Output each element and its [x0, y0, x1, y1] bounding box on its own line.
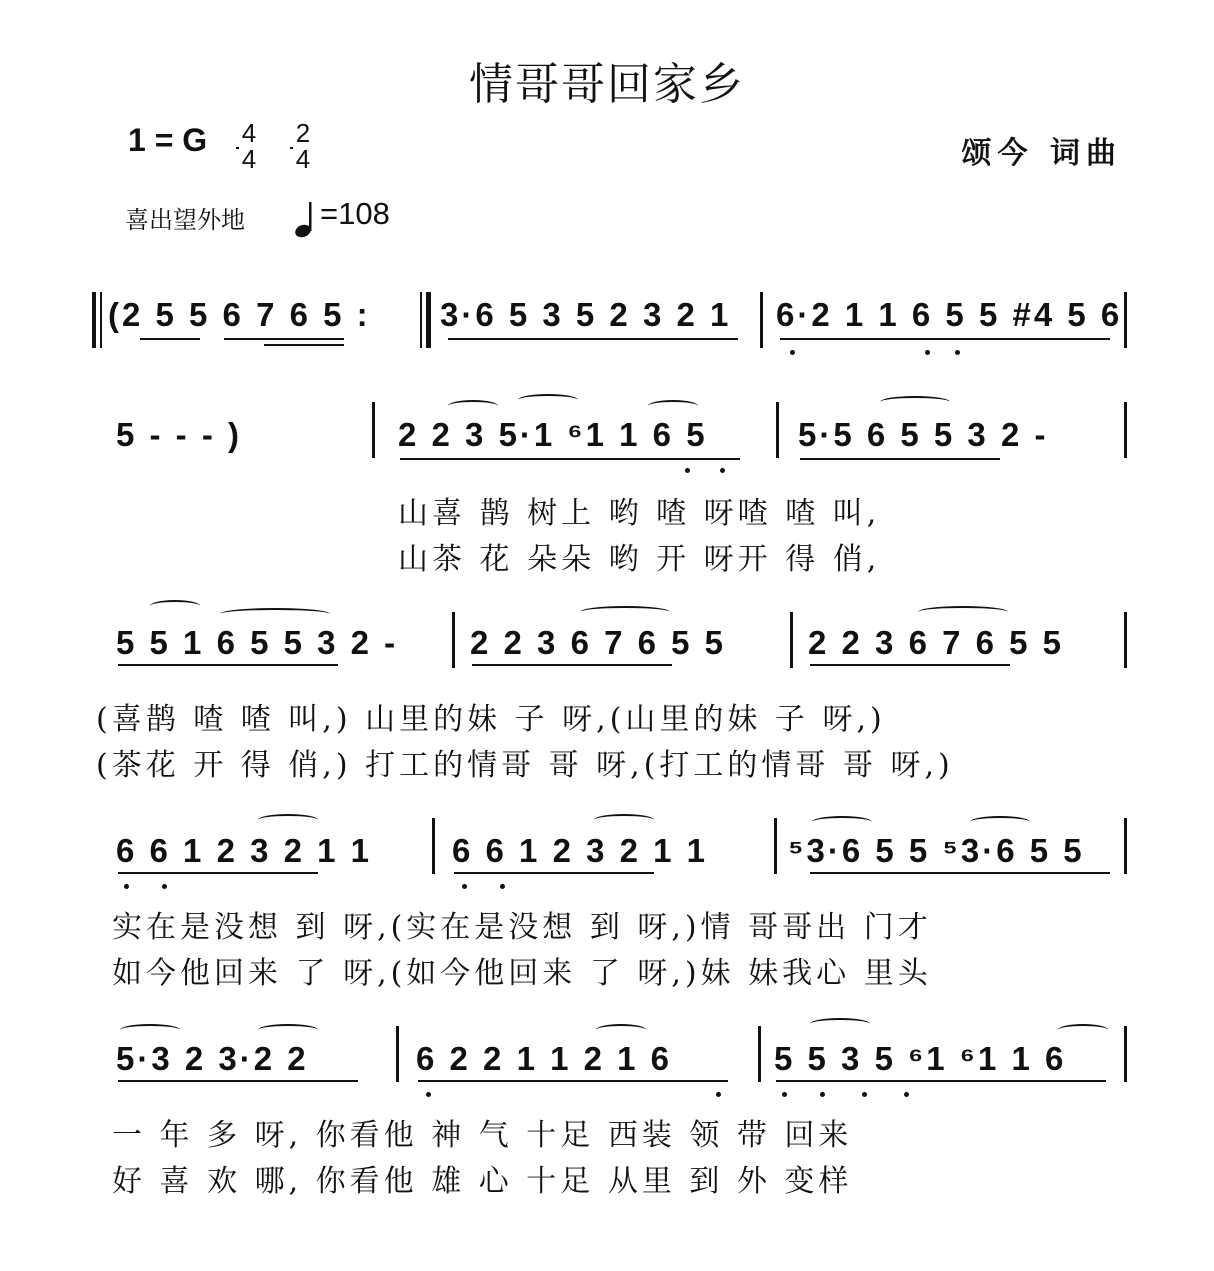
- tempo-value: =108: [320, 196, 390, 231]
- measure: 2 2 3 5·1 ⁶1 1 6 5: [398, 416, 708, 453]
- time-signature-4-4: [236, 120, 262, 172]
- barline: [432, 818, 435, 874]
- lyric-verse-1: 一 年 多 呀, 你看他 神 气 十足 西装 领 带 回来: [112, 1118, 853, 1153]
- measure: 5 - - - ): [116, 416, 242, 453]
- barline: [776, 402, 779, 458]
- time-sig-denominator: 4: [241, 144, 257, 174]
- time-sig-numerator: 4: [241, 118, 257, 148]
- tempo-expression: 喜出望外地: [125, 206, 245, 234]
- quarter-note-icon: [294, 200, 318, 238]
- barline: [774, 818, 777, 874]
- barline: [452, 612, 455, 668]
- barline: [372, 402, 375, 458]
- author-credit: 颂今 词曲: [961, 136, 1122, 171]
- lyric-verse-1: 实在是没想 到 呀,(实在是没想 到 呀,)情 哥哥出 门才: [112, 910, 932, 945]
- repeat-end-barline: [426, 292, 431, 348]
- measure: 6 6 1 2 3 2 1 1: [116, 832, 373, 869]
- measure: 5·5 6 5 5 3 2 -: [798, 416, 1049, 453]
- barline: [760, 292, 763, 348]
- lyric-verse-2: 山茶 花 朵朵 哟 开 呀开 得 俏,: [398, 542, 881, 577]
- time-sig-numerator: 2: [295, 118, 311, 148]
- lyric-verse-2: 好 喜 欢 哪, 你看他 雄 心 十足 从里 到 外 变样: [112, 1164, 853, 1199]
- measure: (2 5 5 6 7 6 5 :: [108, 296, 371, 333]
- measure: 6 6 1 2 3 2 1 1: [452, 832, 709, 869]
- barline: [1124, 1026, 1127, 1082]
- barline: [758, 1026, 761, 1082]
- measure: ⁵3·6 5 5 ⁵3·6 5 5: [788, 832, 1085, 869]
- lyric-verse-2: 如今他回来 了 呀,(如今他回来 了 呀,)妹 妹我心 里头: [112, 956, 932, 991]
- measure: 5·3 2 3·2 2: [116, 1040, 309, 1077]
- barline: [790, 612, 793, 668]
- measure: 5 5 3 5 ⁶1 ⁶1 1 6: [774, 1040, 1067, 1077]
- measure: 3·6 5 3 5 2 3 2 1: [440, 296, 732, 333]
- repeat-end-thin: [420, 292, 422, 348]
- lyric-verse-1: (喜鹊 喳 喳 叫,) 山里的妹 子 呀,(山里的妹 子 呀,): [96, 702, 886, 737]
- barline: [1124, 818, 1127, 874]
- barline: [396, 1026, 399, 1082]
- page-title: 情哥哥回家乡: [469, 59, 745, 110]
- time-sig-denominator: 4: [295, 144, 311, 174]
- measure: 2 2 3 6 7 6 5 5: [470, 624, 727, 661]
- time-signature-2-4: [290, 120, 316, 172]
- repeat-start-thin: [100, 292, 102, 348]
- barline: [1124, 402, 1127, 458]
- barline: [1124, 292, 1127, 348]
- barline: [1124, 612, 1127, 668]
- key-signature: 1 = G: [128, 122, 208, 158]
- measure: 2 2 3 6 7 6 5 5: [808, 624, 1065, 661]
- measure: 6·2 1 1 6 5 5 #4 5 6: [776, 296, 1123, 333]
- lyric-verse-2: (茶花 开 得 俏,) 打工的情哥 哥 呀,(打工的情哥 哥 呀,): [96, 748, 954, 783]
- measure: 5 5 1 6 5 5 3 2 -: [116, 624, 399, 661]
- lyric-verse-1: 山喜 鹊 树上 哟 喳 呀喳 喳 叫,: [398, 496, 881, 531]
- repeat-start-barline: [92, 292, 96, 348]
- measure: 6 2 2 1 1 2 1 6: [416, 1040, 673, 1077]
